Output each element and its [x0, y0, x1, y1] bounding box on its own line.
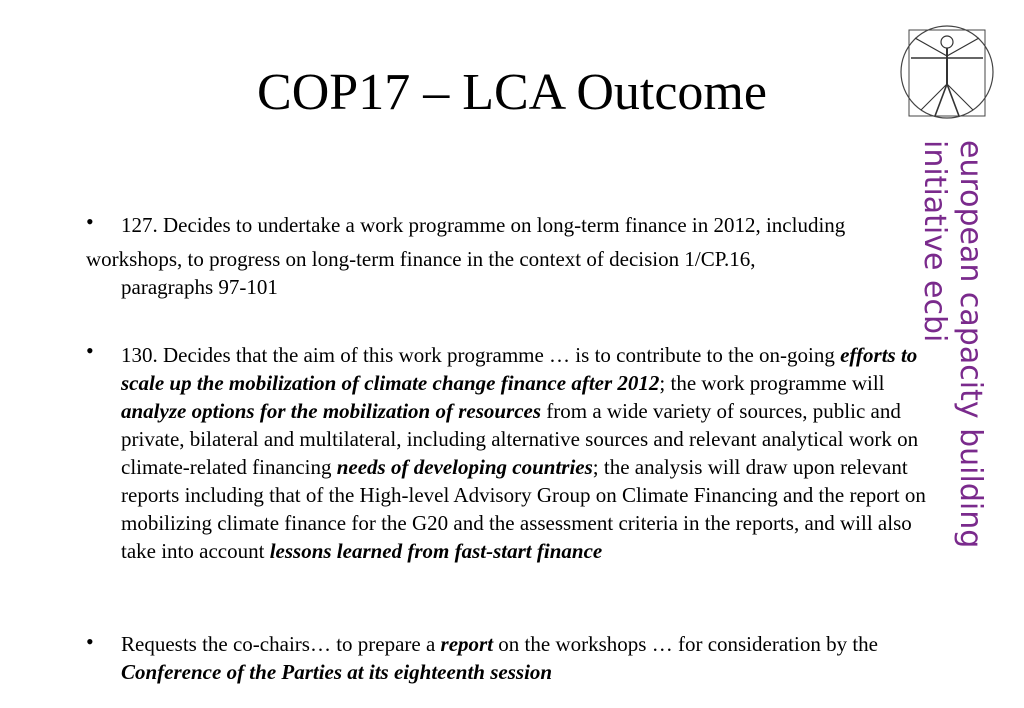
- ecbi-logo-text-line2: initiative ecbi: [917, 140, 952, 343]
- bullet-emphasis: report: [440, 632, 494, 656]
- bullet-emphasis: Conference of the Parties at its eighteenth session: [121, 660, 553, 684]
- bullet-marker: •: [86, 209, 94, 234]
- ecbi-logo-text-line1: european capacity building: [953, 140, 988, 549]
- bullet-text: Requests the co-chairs… to prepare a: [121, 632, 441, 656]
- bullet-text-line: paragraphs 97-101: [121, 275, 278, 299]
- bullet-paragraph: [121, 630, 941, 686]
- vitruvian-man-icon: [899, 18, 995, 122]
- bullet-text-line: 127. Decides to undertake a work programme on long-term finance in 2012, including: [121, 213, 846, 237]
- bullet-emphasis: needs of developing countries: [336, 455, 593, 479]
- bullet-text: on the workshops … for consideration by the: [493, 632, 878, 656]
- slide-title: COP17 – LCA Outcome: [257, 64, 767, 121]
- bullet-marker: •: [86, 629, 94, 654]
- bullet-text: ; the analysis will draw upon relevant reports including that of the High-level Advisory Group on Climate Financing and the report on mobilizing climate finance for the G20 and the assessment criteria in the reports, and will also take into account: [121, 455, 926, 563]
- bullet-marker: •: [86, 338, 94, 363]
- bullet-text: from a wide variety of sources, public and private, bilateral and multilateral, including alternative sources and relevant analytical work on climate-related financing: [121, 399, 919, 479]
- bullet-text-line: workshops, to progress on long-term finance in the context of decision 1/CP.16,: [86, 247, 756, 271]
- bullet-emphasis: analyze options for the mobilization of resources: [121, 399, 542, 423]
- bullet-paragraph: [121, 341, 941, 565]
- bullet-emphasis: efforts to scale up the mobilization of climate change finance after 2012: [121, 343, 918, 395]
- bullet-text: ; the work programme will: [659, 371, 885, 395]
- bullet-emphasis: lessons learned from fast-start finance: [269, 539, 603, 563]
- bullet-text: 130. Decides that the aim of this work programme … is to contribute to the on-going: [121, 343, 841, 367]
